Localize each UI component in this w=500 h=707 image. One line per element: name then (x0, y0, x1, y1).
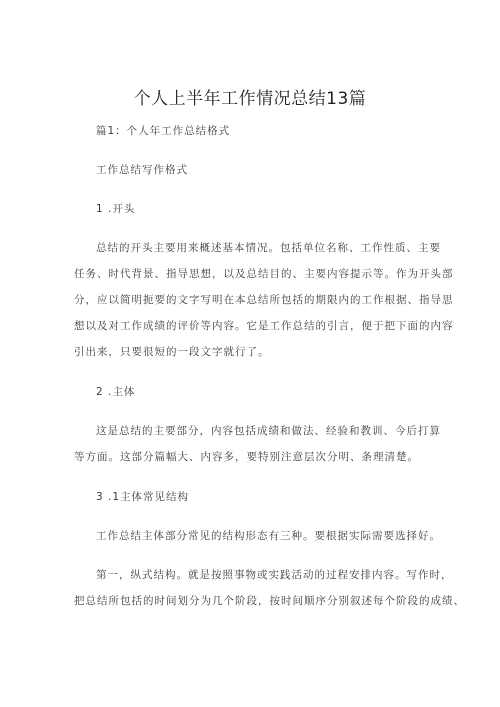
paragraph-line: 引出来，只要很短的一段文字就行了。 (74, 346, 270, 358)
paragraph-line: 任务、时代背景、指导思想，以及总结目的、主要内容提示等。作为开头部 (74, 268, 454, 280)
paragraph-line: 第一，纵式结构。就是按照事物或实践活动的过程安排内容。写作时， (96, 569, 453, 581)
paragraph-line: 工作总结主体部分常见的结构形态有三种。要根据实际需要选择好。 (96, 530, 441, 542)
section-heading-main-body: 2 .主体 (96, 386, 136, 398)
paragraph-line: 把总结所包括的时间划分为几个阶段，按时间顺序分别叙述每个阶段的成绩、 (74, 595, 465, 607)
paragraph-line: 分，应以简明扼要的文字写明在本总结所包括的期限内的工作根据、指导思 (74, 294, 454, 306)
section-heading-article-1: 篇1：个人年工作总结格式 (96, 125, 231, 137)
section-heading-structure: 3 .1主体常见结构 (96, 491, 190, 503)
section-heading-opening: 1 .开头 (96, 203, 136, 215)
paragraph-line: 这是总结的主要部分，内容包括成绩和做法、经验和教训、今后打算 (96, 425, 441, 437)
paragraph-line: 想以及对工作成绩的评价等内容。它是工作总结的引言，便于把下面的内容 (74, 320, 454, 332)
document-title: 个人上半年工作情况总结13篇 (133, 89, 367, 109)
paragraph-line: 等方面。这部分篇幅大、内容多，要特别注意层次分明、条理清楚。 (74, 451, 419, 463)
section-heading-format: 工作总结写作格式 (96, 164, 188, 176)
paragraph-line: 总结的开头主要用来概述基本情况。包括单位名称、工作性质、主要 (96, 242, 441, 254)
